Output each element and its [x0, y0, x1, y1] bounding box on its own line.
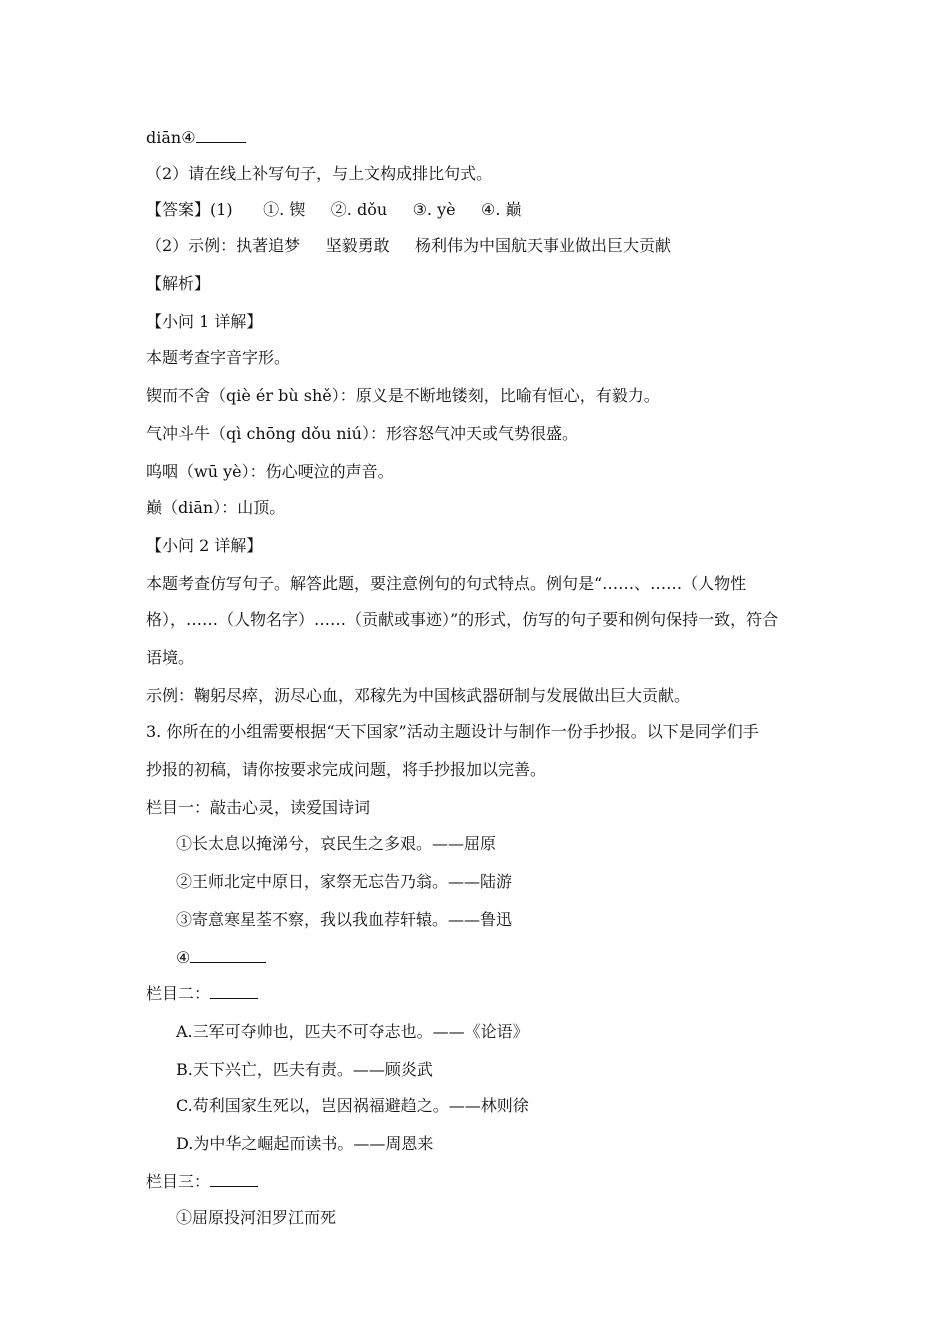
text-line [146, 128, 246, 148]
answer-blank [210, 984, 258, 999]
section-heading: 【解析】 [146, 274, 211, 293]
list-item: B.天下兴亡，匹夫有责。——顾炎武 [176, 1060, 433, 1079]
list-item [176, 948, 266, 968]
answer-blank [196, 128, 246, 143]
column-heading [146, 1172, 258, 1192]
question-line: 3. 你所在的小组需要根据“天下国家”活动主题设计与制作一份手抄报。以下是同学们手 [146, 722, 759, 741]
list-item: D.为中华之崛起而读书。——周恩来 [176, 1134, 434, 1153]
list-item: ③寄意寒星荃不察，我以我血荐轩辕。——鲁迅 [176, 910, 513, 929]
list-item: A.三军可夺帅也，匹夫不可夺志也。——《论语》 [176, 1022, 529, 1041]
answer-blank [210, 1172, 258, 1187]
text-line: 气冲斗牛（qì chōng dǒu niú）：形容怒气冲天或气势很盛。 [146, 424, 578, 443]
text-line: 语境。 [146, 648, 195, 667]
column-heading [146, 984, 258, 1004]
text-line: 本题考查仿写句子。解答此题，要注意例句的句式特点。例句是“……、……（人物性 [146, 574, 747, 593]
text-line: 锲而不舍（qiè ér bù shě）：原义是不断地镂刻，比喻有恒心，有毅力。 [146, 386, 660, 405]
section-heading: 【小问 1 详解】 [146, 312, 263, 331]
section-heading: 【小问 2 详解】 [146, 536, 263, 555]
line-text: 栏目二： [146, 984, 211, 1003]
text-line: 呜咽（wū yè）：伤心哽泣的声音。 [146, 462, 394, 481]
line-text: diān④ [146, 128, 196, 147]
question-line: 抄报的初稿，请你按要求完成问题，将手抄报加以完善。 [146, 760, 547, 779]
answer-line: （2）示例：执著追梦 坚毅勇敢 杨利伟为中国航天事业做出巨大贡献 [146, 236, 672, 255]
column-heading: 栏目一：敲击心灵，读爱国诗词 [146, 798, 371, 817]
text-line: 巅（diān）：山顶。 [146, 498, 286, 517]
text-line: 格），……（人物名字）……（贡献或事迹）”的形式，仿写的句子要和例句保持一致，符合 [146, 610, 779, 629]
list-item: ①屈原投河汨罗江而死 [176, 1208, 337, 1227]
text-line: 示例：鞠躬尽瘁，沥尽心血，邓稼先为中国核武器研制与发展做出巨大贡献。 [146, 686, 691, 705]
answer-blank [190, 948, 266, 963]
line-text: ④ [176, 948, 191, 967]
line-text: 栏目三： [146, 1172, 211, 1191]
list-item: ②王师北定中原日，家祭无忘告乃翁。——陆游 [176, 872, 513, 891]
answer-line: 【答案】(1) ①. 锲 ②. dǒu ③. yè ④. 巅 [146, 200, 522, 219]
list-item: C.苟利国家生死以，岂因祸福避趋之。——林则徐 [176, 1096, 529, 1115]
list-item: ①长太息以掩涕兮，哀民生之多艰。——屈原 [176, 834, 497, 853]
text-line: 本题考查字音字形。 [146, 348, 291, 367]
text-line: （2）请在线上补写句子，与上文构成排比句式。 [146, 164, 493, 183]
